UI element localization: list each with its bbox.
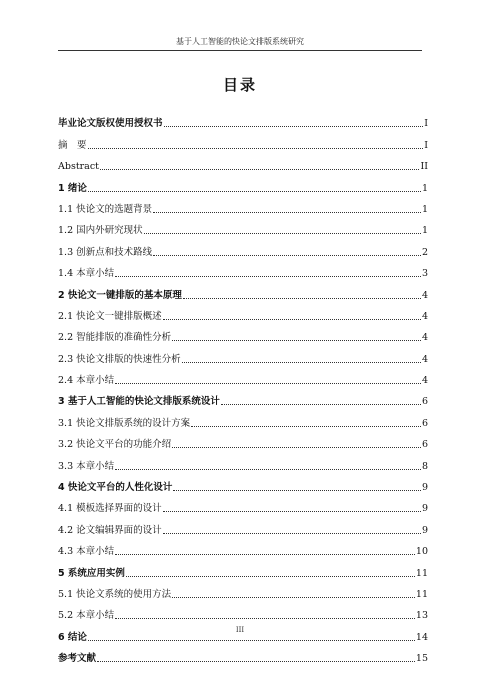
toc-entry[interactable] (58, 129, 428, 150)
toc-entry[interactable] (58, 301, 428, 322)
toc-leader-dots (100, 158, 420, 170)
toc-entry[interactable] (58, 514, 428, 535)
toc-entry[interactable] (58, 407, 428, 428)
toc-entry[interactable] (58, 322, 428, 343)
toc-entry-label: 3 基于人工智能的快论文排版系统设计 (58, 396, 220, 408)
toc-entry-page: 15 (415, 653, 428, 665)
toc-entry-label: 4.2 论文编辑界面的设计 (58, 524, 162, 536)
toc-entry-label: 5 系统应用实例 (58, 567, 125, 579)
toc-leader-dots (163, 522, 421, 534)
toc-entry-page: 9 (421, 503, 428, 515)
toc-leader-dots (164, 115, 424, 127)
toc-leader-dots (173, 479, 421, 491)
toc-leader-dots (182, 351, 421, 363)
toc-leader-dots (97, 650, 415, 662)
toc-entry[interactable] (58, 536, 428, 557)
running-header: 基于人工智能的快论文排版系统研究 (58, 36, 422, 51)
toc-entry-page: 9 (421, 524, 428, 536)
toc-entry[interactable] (58, 172, 428, 193)
toc-entry[interactable] (58, 557, 428, 578)
toc-leader-dots (115, 543, 415, 555)
toc-entry-page: 6 (421, 396, 428, 408)
toc-leader-dots (191, 415, 421, 427)
toc-entry-page: 1 (421, 182, 428, 194)
toc-entry-label: 3.2 快论文平台的功能介绍 (58, 439, 172, 451)
toc-entry[interactable] (58, 493, 428, 514)
toc-entry-label: 1.1 快论文的选题背景 (58, 203, 153, 215)
toc-entry-page: 4 (421, 375, 428, 387)
toc-leader-dots (144, 222, 421, 234)
toc-entry-label: 1.2 国内外研究现状 (58, 225, 143, 237)
toc-entry-page: 14 (415, 631, 428, 643)
toc-entry[interactable] (58, 579, 428, 600)
page-title: 目录 (222, 76, 257, 94)
toc-entry[interactable] (58, 258, 428, 279)
toc-entry-page: 3 (421, 268, 428, 280)
toc-entry-page: 2 (421, 246, 428, 258)
toc-leader-dots (183, 287, 421, 299)
toc-leader-dots (115, 607, 415, 619)
toc-entry-label: 2.2 智能排版的准确性分析 (58, 332, 172, 344)
toc-leader-dots (115, 372, 421, 384)
toc-leader-dots (163, 500, 421, 512)
toc-entry-label: 毕业论文版权使用授权书 (58, 118, 163, 130)
toc-leader-dots (172, 436, 421, 448)
toc-entry[interactable] (58, 450, 428, 471)
toc-entry-label: 2.3 快论文排版的快速性分析 (58, 353, 181, 365)
toc-entry[interactable] (58, 236, 428, 257)
toc-entry[interactable] (58, 108, 428, 129)
table-of-contents (58, 108, 428, 664)
page-number: III (235, 626, 245, 634)
toc-leader-dots (172, 586, 415, 598)
toc-entry-label: 2 快论文一键排版的基本原理 (58, 289, 182, 301)
toc-entry-page: 11 (415, 567, 428, 579)
toc-entry-label: 1 绪论 (58, 182, 87, 194)
toc-leader-dots (172, 329, 421, 341)
toc-entry-page: 9 (421, 482, 428, 494)
toc-entry-page: 10 (415, 546, 428, 558)
toc-leader-dots (115, 458, 421, 470)
toc-entry-page: I (424, 118, 428, 130)
toc-entry-label: 2.4 本章小结 (58, 375, 115, 387)
toc-entry-page: 4 (421, 310, 428, 322)
toc-entry[interactable] (58, 643, 428, 664)
toc-leader-dots (88, 180, 421, 192)
toc-entry-label: 3.1 快论文排版系统的设计方案 (58, 417, 191, 429)
toc-entry-label: 1.4 本章小结 (58, 268, 115, 280)
toc-entry-label: 参考文献 (58, 653, 97, 665)
toc-leader-dots (126, 565, 415, 577)
toc-entry[interactable] (58, 386, 428, 407)
toc-entry-label: 1.3 创新点和技术路线 (58, 246, 153, 258)
toc-entry-label: 4.1 模板选择界面的设计 (58, 503, 162, 515)
toc-entry-page: 1 (421, 203, 428, 215)
toc-entry-page: 13 (415, 610, 428, 622)
toc-entry[interactable] (58, 472, 428, 493)
toc-leader-dots (88, 137, 424, 149)
toc-entry-label: Abstract (58, 161, 99, 173)
toc-entry-page: 1 (421, 225, 428, 237)
toc-entry-page: 4 (421, 353, 428, 365)
toc-entry-page: 4 (421, 332, 428, 344)
toc-entry[interactable] (58, 215, 428, 236)
toc-entry-page: II (420, 161, 428, 173)
toc-leader-dots (221, 393, 421, 405)
toc-entry[interactable] (58, 429, 428, 450)
toc-entry-label: 6 结论 (58, 631, 87, 643)
toc-entry-page: 8 (421, 460, 428, 472)
toc-entry[interactable] (58, 343, 428, 364)
toc-entry[interactable] (58, 365, 428, 386)
toc-entry-page: 11 (415, 588, 428, 600)
toc-entry-page: 4 (421, 289, 428, 301)
toc-entry[interactable] (58, 194, 428, 215)
toc-leader-dots (153, 201, 421, 213)
toc-entry-label: 5.1 快论文系统的使用方法 (58, 588, 172, 600)
toc-entry-page: I (424, 139, 428, 151)
toc-leader-dots (163, 308, 421, 320)
toc-leader-dots (153, 244, 421, 256)
toc-entry-label: 摘 要 (58, 139, 87, 151)
toc-entry-label: 3.3 本章小结 (58, 460, 115, 472)
toc-entry-label: 4.3 本章小结 (58, 546, 115, 558)
toc-entry-page: 6 (421, 417, 428, 429)
toc-entry-page: 6 (421, 439, 428, 451)
toc-entry-label: 4 快论文平台的人性化设计 (58, 482, 173, 494)
toc-entry[interactable] (58, 600, 428, 621)
toc-entry-label: 5.2 本章小结 (58, 610, 115, 622)
toc-entry[interactable] (58, 279, 428, 300)
toc-leader-dots (115, 265, 421, 277)
toc-entry-label: 2.1 快论文一键排版概述 (58, 310, 162, 322)
toc-entry[interactable] (58, 151, 428, 172)
